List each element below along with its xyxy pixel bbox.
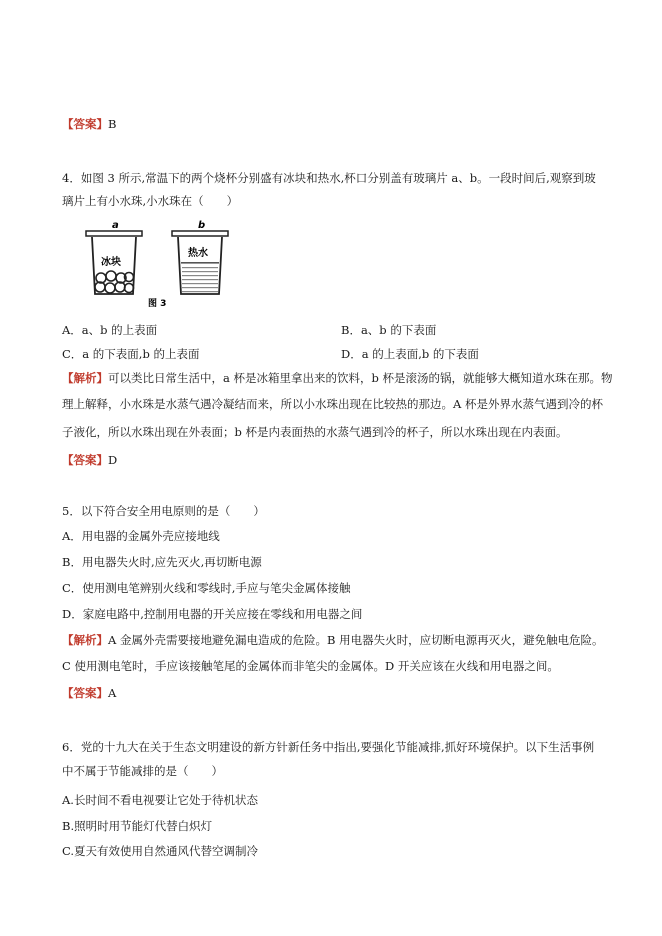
q6-option-a: A.长时间不看电视要让它处于待机状态 (62, 793, 258, 807)
q4-option-a: A．a、b 的上表面 (62, 323, 158, 337)
q5-option-a: A．用电器的金属外壳应接地线 (62, 529, 220, 543)
hot-water (181, 262, 219, 292)
q5-stem: 5．以下符合安全用电原则的是（ ） (62, 504, 265, 518)
label-b: b (198, 220, 206, 231)
answer-value: B (108, 117, 117, 131)
q5-option-c: C．使用测电笔辨别火线和零线时,手应与笔尖金属体接触 (62, 581, 351, 595)
q6-option-c: C.夏天有效使用自然通风代替空调制冷 (62, 844, 259, 858)
analysis-tag: 【解析】 (62, 371, 108, 385)
q6-stem-line1: 6．党的十九大在关于生态文明建设的新方针新任务中指出,要强化节能减排,抓好环境保护。以下生活事例 (62, 740, 595, 754)
beaker-b (178, 237, 222, 294)
answer-tag: 【答案】 (62, 117, 108, 131)
q5-option-b: B．用电器失火时,应先灭火,再切断电源 (62, 555, 262, 569)
label-a: a (112, 220, 119, 231)
q5-analysis-line1 (62, 632, 604, 648)
q4-analysis-text1: 可以类比日常生活中，a 杯是冰箱里拿出来的饮料，b 杯是滚汤的锅，就能够大概知道水珠在那。物 (108, 371, 613, 385)
q4-answer (62, 452, 117, 468)
figure-3 (82, 218, 252, 310)
q4-option-d: D．a 的上表面,b 的下表面 (341, 347, 479, 361)
q4-analysis-line2: 理上解释，小水珠是水蒸气遇冷凝结而来，所以小水珠出现在比较热的那边。A 杯是外界水蒸气遇到冷的杯 (62, 397, 603, 411)
q4-option-b: B．a、b 的下表面 (341, 323, 437, 337)
q4-option-c: C．a 的下表面,b 的上表面 (62, 347, 200, 361)
q5-option-d: D．家庭电路中,控制用电器的开关应接在零线和用电器之间 (62, 607, 363, 621)
glass-plate-b (172, 231, 228, 236)
q4-analysis-line1 (62, 370, 613, 386)
q4-stem-line2: 璃片上有小水珠,小水珠在（ ） (62, 194, 239, 208)
q5-answer (62, 685, 116, 701)
q5-analysis-line2: C 使用测电笔时，手应该接触笔尾的金属体而非笔尖的金属体。D 开关应该在火线和用电器之间。 (62, 659, 559, 673)
figure-caption: 图 3 (148, 299, 167, 309)
ice-label: 冰块 (101, 257, 121, 268)
answer-value: D (108, 453, 118, 467)
q4-analysis-line3: 子液化，所以水珠出现在外表面；b 杯是内表面热的水蒸气遇到冷的杯子，所以水珠出现在内表面。 (62, 425, 568, 439)
q6-option-b: B.照明时用节能灯代替白炽灯 (62, 819, 213, 833)
answer-tag: 【答案】 (62, 686, 108, 700)
hot-water-label: 热水 (188, 248, 208, 259)
q5-analysis-text1: A 金属外壳需要接地避免漏电造成的危险。B 用电器失火时，应切断电源再灭火，避免触电危险。 (108, 633, 604, 647)
glass-plate-a (86, 231, 142, 236)
q6-stem-line2: 中不属于节能减排的是（ ） (62, 764, 223, 778)
answer-value: A (108, 686, 117, 700)
answer-tag: 【答案】 (62, 453, 108, 467)
analysis-tag: 【解析】 (62, 633, 108, 647)
ice-blocks (95, 271, 134, 293)
q4-stem-line1: 4．如图 3 所示,常温下的两个烧杯分别盛有冰块和热水,杯口分别盖有玻璃片 a、b。一段时间后,观察到玻 (62, 171, 596, 185)
previous-answer (62, 116, 116, 132)
